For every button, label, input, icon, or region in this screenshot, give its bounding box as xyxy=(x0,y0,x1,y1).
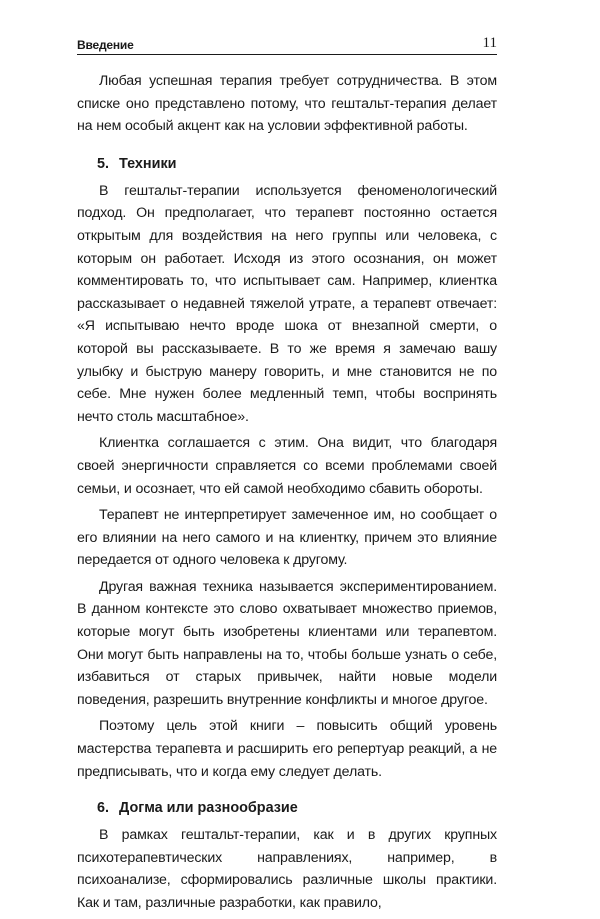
section-5-paragraph: Терапевт не интерпретирует замеченное им, но сообщает о его влиянии на него самого и на клиентку, причем это влияние передается от одного человека к другому. xyxy=(77,507,497,569)
section-6-heading xyxy=(97,797,497,820)
section-5-title: Техники xyxy=(119,155,177,172)
body-text xyxy=(77,70,497,915)
running-header xyxy=(77,30,497,55)
intro-paragraph: Любая успешная терапия требует сотрудничества. В этом списке оно представлено потому, что гештальт-терапия делает на нем особый акцент как на условии эффективной работы. xyxy=(77,73,497,135)
section-5-paragraph: В гештальт-терапии используется феноменологический подход. Он предполагает, что терапевт постоянно остается открытым для воздействия на него группы или человека, с которым он работает. Исходя из этого осознания, он может комментировать то, что испытывает сам. Например, клиентка рассказывает о недавней тяжелой утрате, а терапевт отвечает: «Я испытываю нечто вроде шока от внезапной смерти, о которой вы рассказываете. В то же время я замечаю вашу улыбку и быструю манеру говорить, и мне становится не по себе. Мне нужен более медленный темп, чтобы воспринять нечто столь масштабное». xyxy=(77,182,497,425)
section-5-paragraph: Клиентка соглашается с этим. Она видит, что благодаря своей энергичности справляется со всеми проблемами своей семьи, и осознает, что ей самой необходимо сбавить обороты. xyxy=(77,435,497,497)
page-number: 11 xyxy=(482,35,497,51)
section-6-paragraph: В рамках гештальт-терапии, как и в других крупных психотерапевтических направлениях, например, в психоанализе, сформировались различные школы практики. Как и там, различные разработки, как правило, xyxy=(77,827,497,911)
section-5-number: 5. xyxy=(97,155,110,172)
section-5-paragraph: Другая важная техника называется экспериментированием. В данном контексте это слово охватывает множество приемов, которые могут быть изобретены клиентами или терапевтом. Они могут быть направлены на то, чтобы больше узнать о себе, избавиться от старых привычек, найти новые модели поведения, разрешить внутренние конфликты и многое другое. xyxy=(77,578,497,708)
running-title: Введение xyxy=(77,38,134,52)
section-6-number: 6. xyxy=(97,800,110,817)
section-5-heading xyxy=(97,153,497,176)
section-5-paragraph: Поэтому цель этой книги – повысить общий уровень мастерства терапевта и расширить его репертуар реакций, а не предписывать, что и когда ему следует делать. xyxy=(77,718,497,780)
section-6-title: Догма или разнообразие xyxy=(119,800,298,817)
book-page xyxy=(77,30,497,919)
